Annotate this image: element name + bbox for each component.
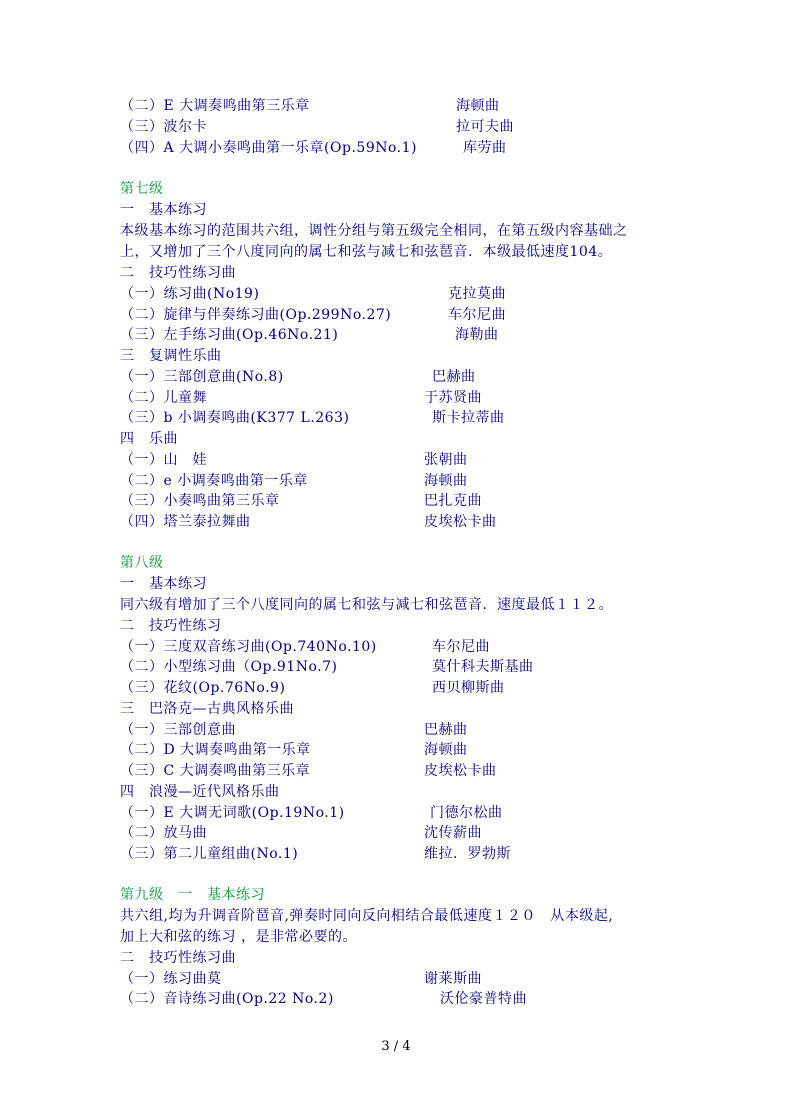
piece-line: （二）音诗练习曲(Op.22 No.2) 沃伦豪普特曲 bbox=[120, 991, 527, 1007]
piece-line: （一）三部创意曲 巴赫曲 bbox=[120, 722, 468, 738]
composer: 海顿曲 bbox=[424, 473, 468, 489]
composer: 沃伦豪普特曲 bbox=[440, 991, 527, 1007]
section-heading: 四 浪漫—近代风格乐曲 bbox=[120, 784, 280, 800]
section-heading: 二 技巧性练习 bbox=[120, 618, 222, 634]
composer: 皮埃松卡曲 bbox=[424, 763, 497, 779]
section-heading: 四 乐曲 bbox=[120, 431, 178, 447]
piece-line: （二）D 大调奏鸣曲第一乐章 海顿曲 bbox=[120, 742, 468, 758]
composer: 海顿曲 bbox=[424, 742, 468, 758]
section-heading: 一 基本练习 bbox=[120, 202, 207, 218]
paragraph-line: 同六级有增加了三个八度同向的属七和弦与减七和弦琶音．速度最低１１２。 bbox=[120, 597, 613, 613]
paragraph-line: 本级基本练习的范围共六组，调性分组与第五级完全相同，在第五级内容基础之 bbox=[120, 223, 628, 239]
composer: 西贝柳斯曲 bbox=[432, 680, 505, 696]
piece-line: （一）练习曲莫 谢莱斯曲 bbox=[120, 971, 482, 987]
composer: 沈传薪曲 bbox=[424, 825, 482, 841]
grade-8-heading: 第八级 bbox=[120, 555, 164, 571]
composer: 斯卡拉蒂曲 bbox=[432, 410, 505, 426]
piece-line: （三）小奏鸣曲第三乐章 巴扎克曲 bbox=[120, 493, 482, 509]
line-3: （四）A 大调小奏鸣曲第一乐章(Op.59No.1) 库劳曲 bbox=[120, 140, 507, 156]
composer: 皮埃松卡曲 bbox=[424, 514, 497, 530]
piece-line: （三）左手练习曲(Op.46No.21) 海勒曲 bbox=[120, 327, 499, 343]
piece-line: （三）b 小调奏鸣曲(K377 L.263) 斯卡拉蒂曲 bbox=[120, 410, 505, 426]
grade-7-heading: 第七级 bbox=[120, 181, 164, 197]
composer: 海勒曲 bbox=[455, 327, 499, 343]
page-number: 3 / 4 bbox=[381, 1039, 411, 1054]
line-1: （二）E 大调奏鸣曲第三乐章 海顿曲 bbox=[120, 98, 500, 114]
piece-line: （一）三度双音练习曲(Op.740No.10) 车尔尼曲 bbox=[120, 639, 490, 655]
section-heading: 三 巴洛克—古典风格乐曲 bbox=[120, 701, 294, 717]
composer: 巴赫曲 bbox=[424, 722, 468, 738]
composer: 巴扎克曲 bbox=[424, 493, 482, 509]
piece-line: （三）C 大调奏鸣曲第三乐章 皮埃松卡曲 bbox=[120, 763, 497, 779]
piece-line: （二）e 小调奏鸣曲第一乐章 海顿曲 bbox=[120, 473, 468, 489]
piece-line: （三）第二儿童组曲(No.1) 维拉．罗勃斯 bbox=[120, 846, 511, 862]
composer: 拉可夫曲 bbox=[456, 119, 514, 135]
piece-line: （一）练习曲(No19) 克拉莫曲 bbox=[120, 286, 506, 302]
composer: 库劳曲 bbox=[463, 140, 507, 156]
paragraph-line: 上，又增加了三个八度同向的属七和弦与减七和弦琶音．本级最低速度104。 bbox=[120, 244, 613, 260]
composer: 车尔尼曲 bbox=[448, 307, 506, 323]
composer: 张朝曲 bbox=[424, 452, 468, 468]
paragraph-line: 加上大和弦的练习 ，是非常必要的。 bbox=[120, 929, 357, 945]
piece-line: （一）三部创意曲(No.8) 巴赫曲 bbox=[120, 369, 476, 385]
piece-line: （二）放马曲 沈传薪曲 bbox=[120, 825, 482, 841]
composer: 门德尔松曲 bbox=[430, 805, 503, 821]
paragraph-line: 共六组,均为升调音阶琶音,弹奏时同向反向相结合最低速度１２０ 从本级起, bbox=[120, 908, 614, 924]
piece-line: （四）塔兰泰拉舞曲 皮埃松卡曲 bbox=[120, 514, 497, 530]
section-heading: 三 复调性乐曲 bbox=[120, 348, 222, 364]
section-heading: 二 技巧性练习曲 bbox=[120, 265, 236, 281]
piece-line: （二）小型练习曲（Op.91No.7) 莫什科夫斯基曲 bbox=[120, 659, 534, 675]
grade-9-heading: 第九级 一 基本练习 bbox=[120, 887, 265, 903]
piece-line: （三）花纹(Op.76No.9) 西贝柳斯曲 bbox=[120, 680, 505, 696]
composer: 于苏贤曲 bbox=[424, 390, 482, 406]
section-heading: 一 基本练习 bbox=[120, 576, 207, 592]
piece-line: （一）E 大调无词歌(Op.19No.1) 门德尔松曲 bbox=[120, 805, 503, 821]
composer: 克拉莫曲 bbox=[448, 286, 506, 302]
composer: 海顿曲 bbox=[456, 98, 500, 114]
piece-line: （二）儿童舞 于苏贤曲 bbox=[120, 390, 482, 406]
composer: 莫什科夫斯基曲 bbox=[432, 659, 534, 675]
piece-line: （二）旋律与伴奏练习曲(Op.299No.27) 车尔尼曲 bbox=[120, 307, 506, 323]
composer: 谢莱斯曲 bbox=[424, 971, 482, 987]
composer: 巴赫曲 bbox=[432, 369, 476, 385]
line-2: （三）波尔卡 拉可夫曲 bbox=[120, 119, 514, 135]
piece-line: （一）山 娃 张朝曲 bbox=[120, 452, 468, 468]
composer: 维拉．罗勃斯 bbox=[424, 846, 511, 862]
composer: 车尔尼曲 bbox=[432, 639, 490, 655]
section-heading: 二 技巧性练习曲 bbox=[120, 950, 236, 966]
